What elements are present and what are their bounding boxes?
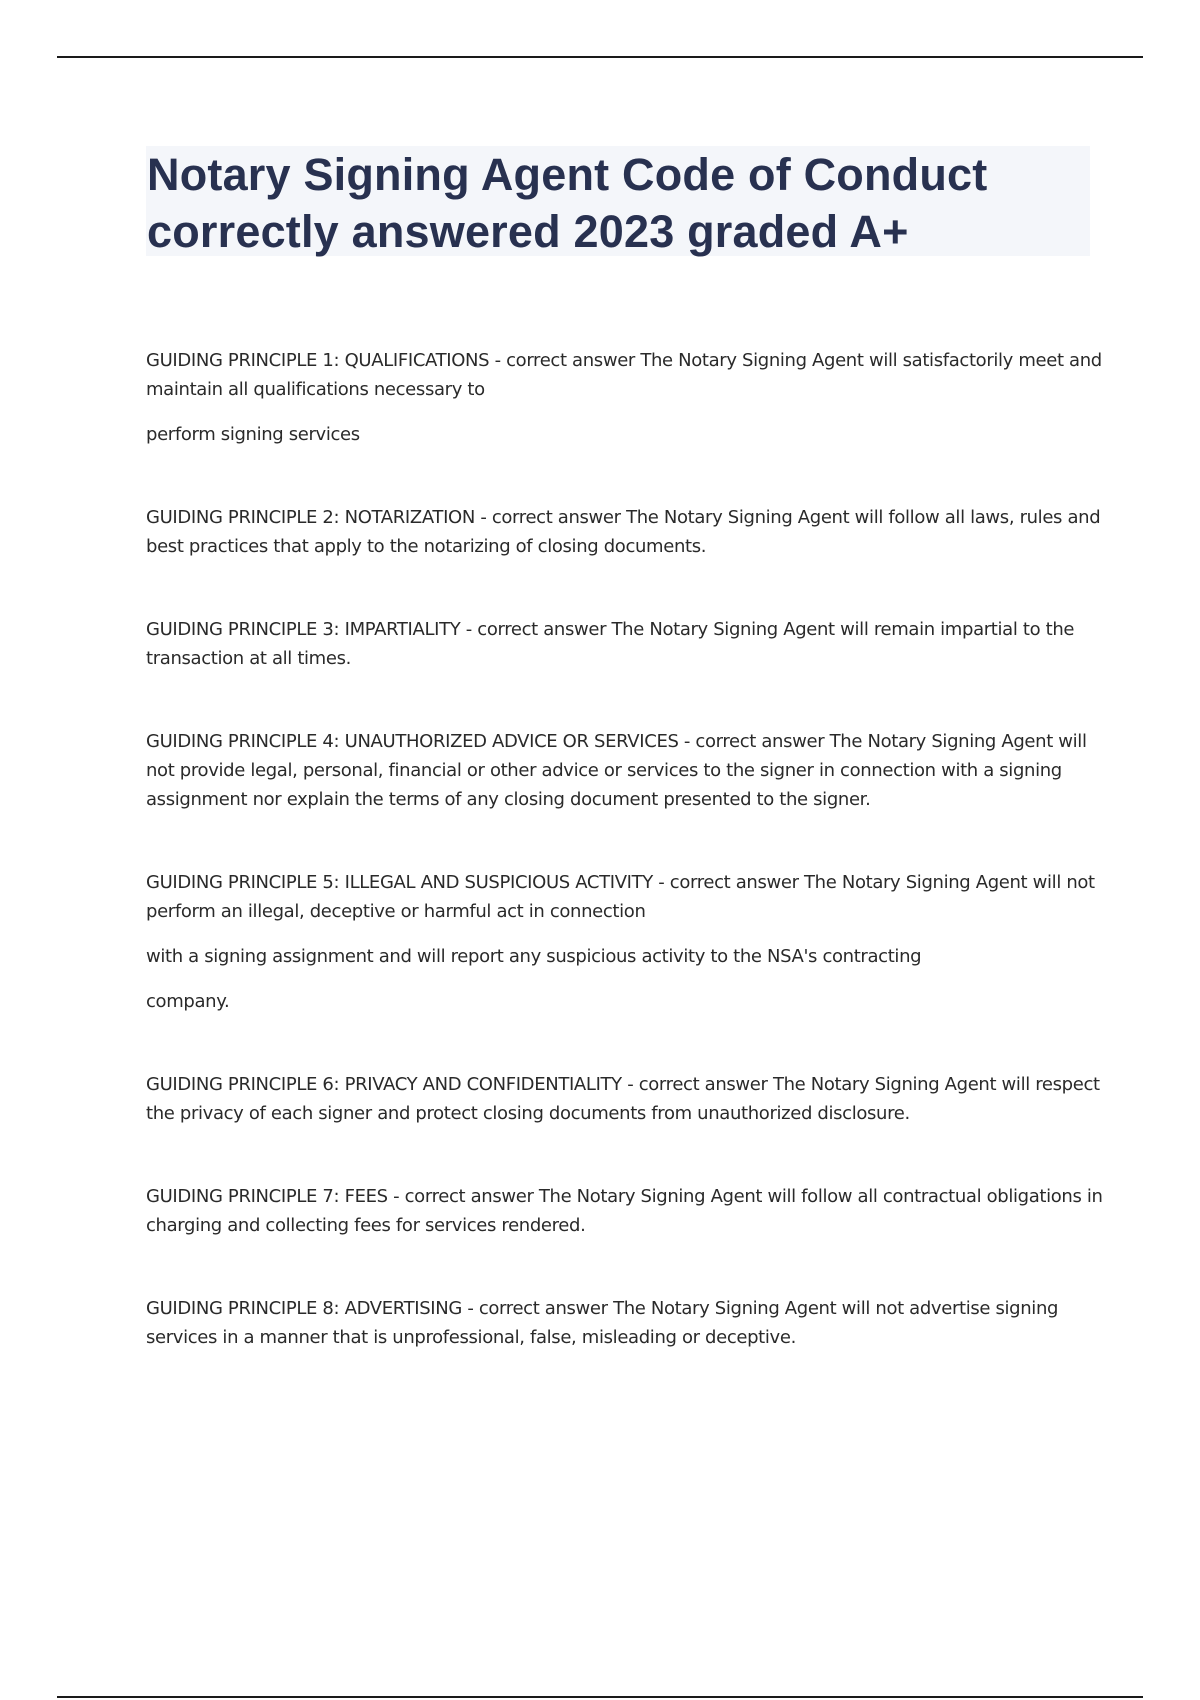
principle-1-text: GUIDING PRINCIPLE 1: QUALIFICATIONS - correct answer The Notary Signing Agent will satisfactorily meet and maintain all qualifications necessary to [146,350,1102,400]
principle-5-continuation-2: company. [146,991,230,1012]
principle-7-text: GUIDING PRINCIPLE 7: FEES - correct answer The Notary Signing Agent will follow all contractual obligations in charging and collecting fees for services rendered. [146,1186,1103,1236]
principle-4-text: GUIDING PRINCIPLE 4: UNAUTHORIZED ADVICE OR SERVICES - correct answer The Notary Signing Agent will not provide legal, personal, financial or other advice or services to the signer in connection with a signing assignment nor explain the terms of any closing document presented to the signer. [146,731,1087,810]
title-block [146,146,1090,256]
principle-3-text: GUIDING PRINCIPLE 3: IMPARTIALITY - correct answer The Notary Signing Agent will remain impartial to the transaction at all times. [146,619,1075,669]
principle-5-text: GUIDING PRINCIPLE 5: ILLEGAL AND SUSPICIOUS ACTIVITY - correct answer The Notary Signing Agent will not perform an illegal, deceptive or harmful act in connection [146,872,1095,922]
principle-2 [146,503,1106,561]
principle-8 [146,1294,1106,1352]
top-divider [57,56,1143,58]
principle-8-text: GUIDING PRINCIPLE 8: ADVERTISING - correct answer The Notary Signing Agent will not advertise signing services in a manner that is unprofessional, false, misleading or deceptive. [146,1298,1059,1348]
principles-list [146,346,1106,1352]
document-title: Notary Signing Agent Code of Conduct correctly answered 2023 graded A+ [147,149,988,257]
principle-5-continuation-1: with a signing assignment and will report any suspicious activity to the NSA's contracting [146,946,922,967]
principle-3 [146,615,1106,673]
principle-1-continuation: perform signing services [146,424,360,445]
principle-7 [146,1182,1106,1240]
principle-6-text: GUIDING PRINCIPLE 6: PRIVACY AND CONFIDENTIALITY - correct answer The Notary Signing Agent will respect the privacy of each signer and protect closing documents from unauthorized disclosure. [146,1074,1100,1124]
principle-2-text: GUIDING PRINCIPLE 2: NOTARIZATION - correct answer The Notary Signing Agent will follow all laws, rules and best practices that apply to the notarizing of closing documents. [146,507,1101,557]
principle-5 [146,868,1106,1016]
principle-1 [146,346,1106,449]
bottom-divider [57,1696,1143,1698]
principle-6 [146,1070,1106,1128]
principle-4 [146,727,1106,814]
